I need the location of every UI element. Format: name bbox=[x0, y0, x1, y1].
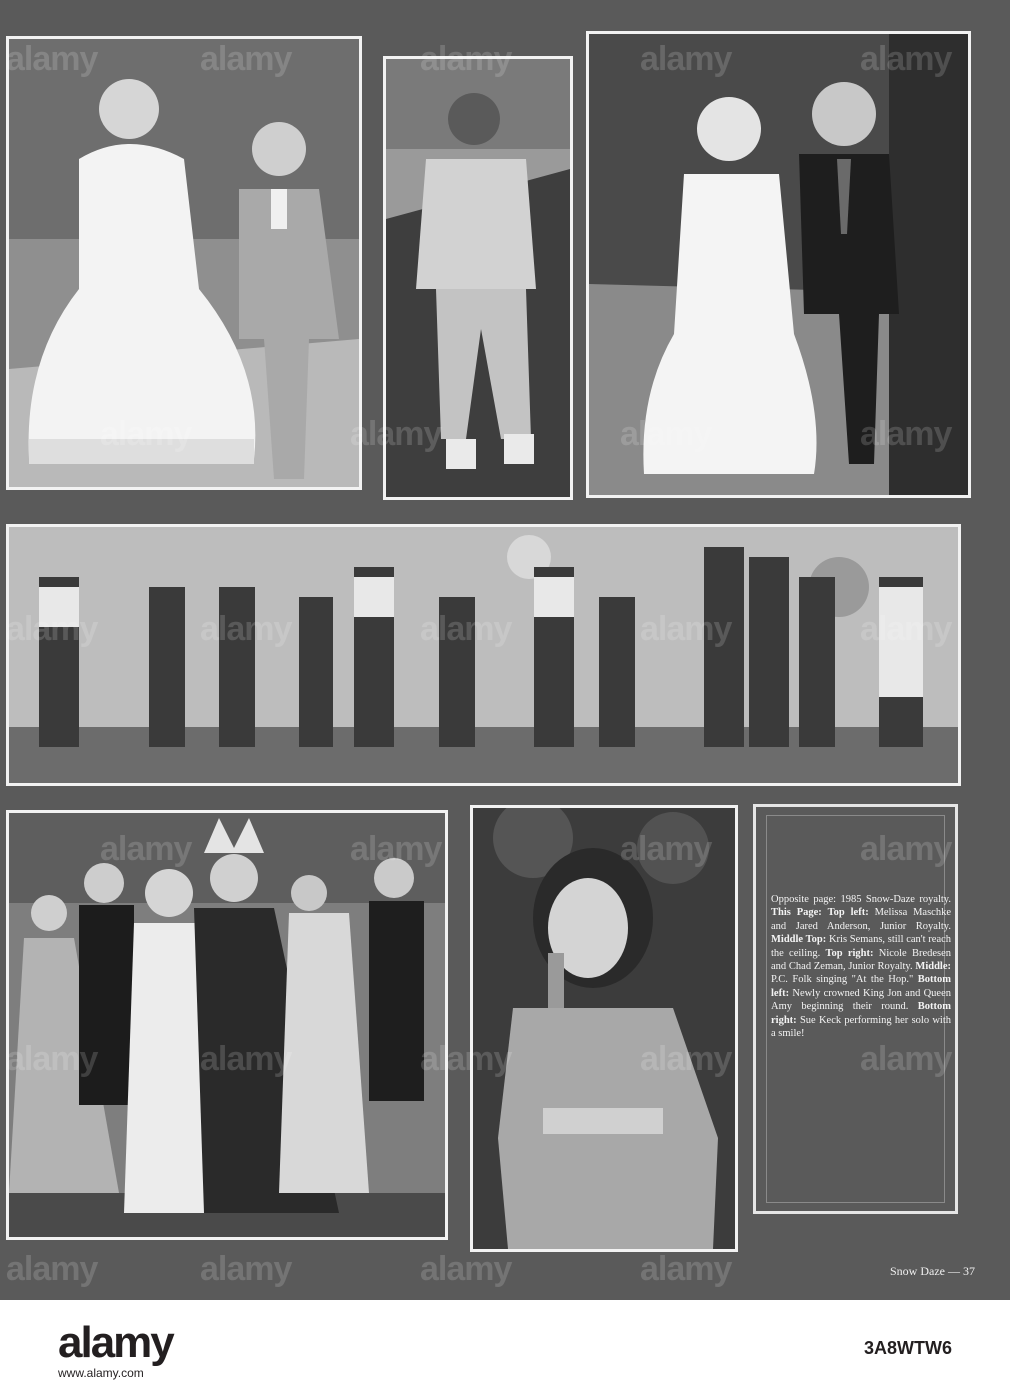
watermark: alamy bbox=[100, 415, 192, 453]
caption-top-left-text: Melissa Maschke and Jared Anderson, Junior Royalty. bbox=[771, 907, 951, 932]
watermark: alamy bbox=[6, 610, 98, 648]
watermark: alamy bbox=[420, 1250, 512, 1288]
watermark: alamy bbox=[200, 610, 292, 648]
watermark: alamy bbox=[620, 415, 712, 453]
photo-king-jon-queen-amy bbox=[6, 810, 448, 1240]
watermark: alamy bbox=[620, 830, 712, 868]
watermark: alamy bbox=[640, 1040, 732, 1078]
caption-top-right-label: Top right: bbox=[825, 947, 874, 959]
watermark: alamy bbox=[200, 1250, 292, 1288]
watermark: alamy bbox=[860, 1040, 952, 1078]
caption-opposite-text: 1985 Snow-Daze royalty. bbox=[840, 894, 952, 905]
caption-bottom-left-text: Newly crowned King Jon and Queen Amy beginning their round. bbox=[771, 987, 952, 1013]
caption-top-left-label: Top left: bbox=[827, 907, 869, 919]
watermark: alamy bbox=[200, 1040, 292, 1078]
watermark: alamy bbox=[640, 1250, 732, 1288]
watermark: alamy bbox=[200, 40, 292, 78]
caption-bottom-right-label: Bottom right: bbox=[771, 1001, 952, 1026]
watermark: alamy bbox=[350, 830, 442, 868]
caption-text bbox=[771, 893, 951, 1040]
watermark: alamy bbox=[100, 830, 192, 868]
watermark: alamy bbox=[420, 610, 512, 648]
caption-middle-top-label: Middle Top: bbox=[771, 934, 827, 946]
caption-middle-text: P.C. Folk singing "At the Hop." bbox=[771, 974, 914, 986]
watermark: alamy bbox=[420, 40, 512, 78]
caption-opposite-label: Opposite page: bbox=[771, 894, 837, 905]
watermark: alamy bbox=[860, 830, 952, 868]
caption-top-right-text: Nicole Bredesen and Chad Zeman, Junior Royalty. bbox=[771, 947, 952, 973]
watermark: alamy bbox=[640, 40, 732, 78]
page-folio: Snow Daze — 37 bbox=[890, 1264, 975, 1278]
caption-this-page-label: This Page: bbox=[771, 907, 822, 919]
watermark: alamy bbox=[6, 1250, 98, 1288]
watermark: alamy bbox=[6, 1040, 98, 1078]
watermark: alamy bbox=[350, 415, 442, 453]
watermark: alamy bbox=[860, 415, 952, 453]
caption-bottom-right-text: Sue Keck performing her solo with a smile! bbox=[771, 1014, 952, 1040]
image-id: 3A8WTW6 bbox=[863, 1338, 952, 1358]
photo-scene bbox=[9, 527, 958, 783]
caption-middle-label: Middle: bbox=[915, 961, 952, 973]
watermark: alamy bbox=[420, 1040, 512, 1078]
watermark: alamy bbox=[640, 610, 732, 648]
photo-pc-folk-at-the-hop bbox=[6, 524, 961, 786]
caption-middle-top-text: Kris Semans, still can't reach the ceiling. bbox=[771, 934, 952, 959]
photo-scene bbox=[9, 813, 445, 1237]
watermark: alamy bbox=[6, 40, 98, 78]
watermark: alamy bbox=[860, 40, 952, 78]
photo-scene bbox=[473, 808, 735, 1249]
alamy-logo: alamy bbox=[58, 1318, 173, 1367]
footer-url: www.alamy.com bbox=[58, 1366, 144, 1380]
watermark: alamy bbox=[860, 610, 952, 648]
photo-sue-keck-solo bbox=[470, 805, 738, 1252]
caption-bottom-left-label: Bottom left: bbox=[771, 974, 952, 999]
